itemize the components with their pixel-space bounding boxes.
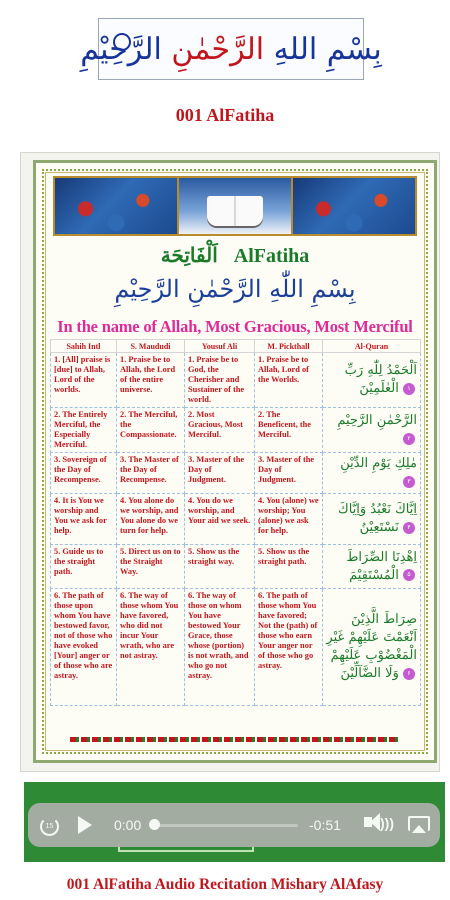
table-cell: 5. Guide us to the straight path. [51,545,117,589]
table-cell: 6. The path of those upon whom You have bestowed favor, not of those who have evoked [Your] anger or of those who are astray. [51,589,117,706]
ayah-number-icon: ۶ [403,668,415,680]
table-cell: 4. It is You we worship and You we ask for help. [51,494,117,545]
table-cell: 6. The path of those whom You have favored; Not the (path) of those who earn Your anger nor of those who go astray. [255,589,323,706]
table-row [51,589,421,706]
sura-card [33,160,437,763]
quran-verse: مٰلِكِ يَوْمِ الدِّيْنِ [340,456,417,471]
volume-icon[interactable] [364,817,372,827]
ayah-number-icon: ۳ [403,476,415,488]
table-cell: 1. [All] praise is [due] to Allah, Lord of the worlds. [51,353,117,408]
seek-handle[interactable] [149,819,160,830]
quran-verse: صِرَاطَ الَّذِيْنَ اَنْعَمْتَ عَلَيْهِمْ غَيْرِ الْمَغْضُوْبِ عَلَيْهِمْ وَلَا الضَّآلِّيْنَ [326,612,417,681]
quran-cell [323,545,421,589]
table-cell: 5. Show us the straight path. [255,545,323,589]
banner-basmala-text: بِسْمِ اللهِ الرَّحْمٰنِ الرَّحِيْمِ [80,31,382,67]
translation-table [50,339,421,706]
table-row [51,408,421,453]
table-cell: 3. Sovereign of the Day of Recompense. [51,453,117,494]
table-cell: 2. Most Gracious, Most Merciful. [185,408,255,453]
table-cell: 4. You alone do we worship, and You alone do we turn for help. [117,494,185,545]
table-cell: 6. The way of those on whom You have bestowed Your Grace, those whose (portion) is not wrath, and who go not astray. [185,589,255,706]
column-header: M. Pickthall [255,340,323,353]
quran-verse: اِهْدِنَا الصِّرَاطَ الْمُسْتَقِيْمَ [346,549,417,583]
table-cell: 1. Praise be to Allah, the Lord of the entire universe. [117,353,185,408]
table-cell: 4. You (alone) we worship; You (alone) we ask for help. [255,494,323,545]
table-row [51,353,421,408]
table-cell: 2. The Entirely Merciful, the Especially Merciful. [51,408,117,453]
table-cell: 2. The Beneficent, the Merciful. [255,408,323,453]
play-button[interactable] [78,816,92,834]
skip-back-icon[interactable]: 15 [40,817,59,836]
header-ornament [53,176,417,236]
column-header: Sahih Intl [51,340,117,353]
basmala-banner [80,18,382,80]
ayah-number-icon: ۴ [403,522,415,534]
column-header: Yousuf Ali [185,340,255,353]
remaining-time: -0:51 [309,817,341,833]
basmala-english: In the name of Allah, Most Gracious, Most Merciful [57,317,413,336]
ayah-number-icon: ۵ [403,569,415,581]
table-cell: 4. You do we worship, and Your aid we seek. [185,494,255,545]
sura-basmala-arabic: بِسْمِ اللّٰهِ الرَّحْمٰنِ الرَّحِيْمِ [114,275,356,303]
table-cell: 2. The Merciful, the Compassionate. [117,408,185,453]
sura-name-arabic: اَلْفَاتِحَة [160,243,218,267]
quran-cell [323,353,421,408]
quran-verse: اَلْحَمْدُ لِلّٰهِ رَبِّ الْعٰلَمِيْنَ [344,363,417,396]
table-cell: 1. Praise be to God, the Cherisher and Sustainer of the world. [185,353,255,408]
player-controls [28,803,440,847]
column-header: S. Maududi [117,340,185,353]
current-time: 0:00 [114,817,142,833]
table-cell: 3. Master of the Day of Judgment. [185,453,255,494]
sura-name [36,243,434,268]
quran-cell [323,453,421,494]
quran-verse: اِيَّاكَ نَعْبُدُ وَاِيَّاكَ نَسْتَعِيْنُ [338,502,417,535]
footer-ornament [70,737,400,742]
table-cell: 5. Show us the straight way. [185,545,255,589]
quran-cell [323,494,421,545]
table-row [51,545,421,589]
table-cell: 1. Praise be to Allah, Lord of the Worlds. [255,353,323,408]
open-book-icon [179,176,291,236]
page-title: 001 AlFatiha [175,105,275,125]
ayah-number-icon: ۱ [403,383,415,395]
ayah-number-icon: ۲ [403,433,415,445]
table-row [51,453,421,494]
crescent-icon [113,33,131,51]
table-cell: 6. The way of those whom You have favored, who did not incur Your wrath, who are not astray. [117,589,185,706]
quran-verse: الرَّحْمٰنِ الرَّحِيْمِ [337,413,417,428]
seek-bar[interactable] [152,824,298,827]
column-header: Al-Quran [323,340,421,353]
table-row [51,494,421,545]
table-cell: 3. Master of the Day of Judgment. [255,453,323,494]
quran-cell [323,408,421,453]
volume-waves-icon: ))) [380,815,394,831]
sura-name-latin: AlFatiha [233,245,310,267]
left-ornament-icon [53,176,179,236]
audio-caption: 001 AlFatiha Audio Recitation Mishary AlAfasy [66,876,384,893]
right-ornament-icon [291,176,417,236]
table-cell: 3. The Master of the Day of Recompense. [117,453,185,494]
table-header-row [51,340,421,353]
airplay-icon[interactable] [408,816,430,831]
table-cell: 5. Direct us on to the Straight Way. [117,545,185,589]
quran-cell [323,589,421,706]
